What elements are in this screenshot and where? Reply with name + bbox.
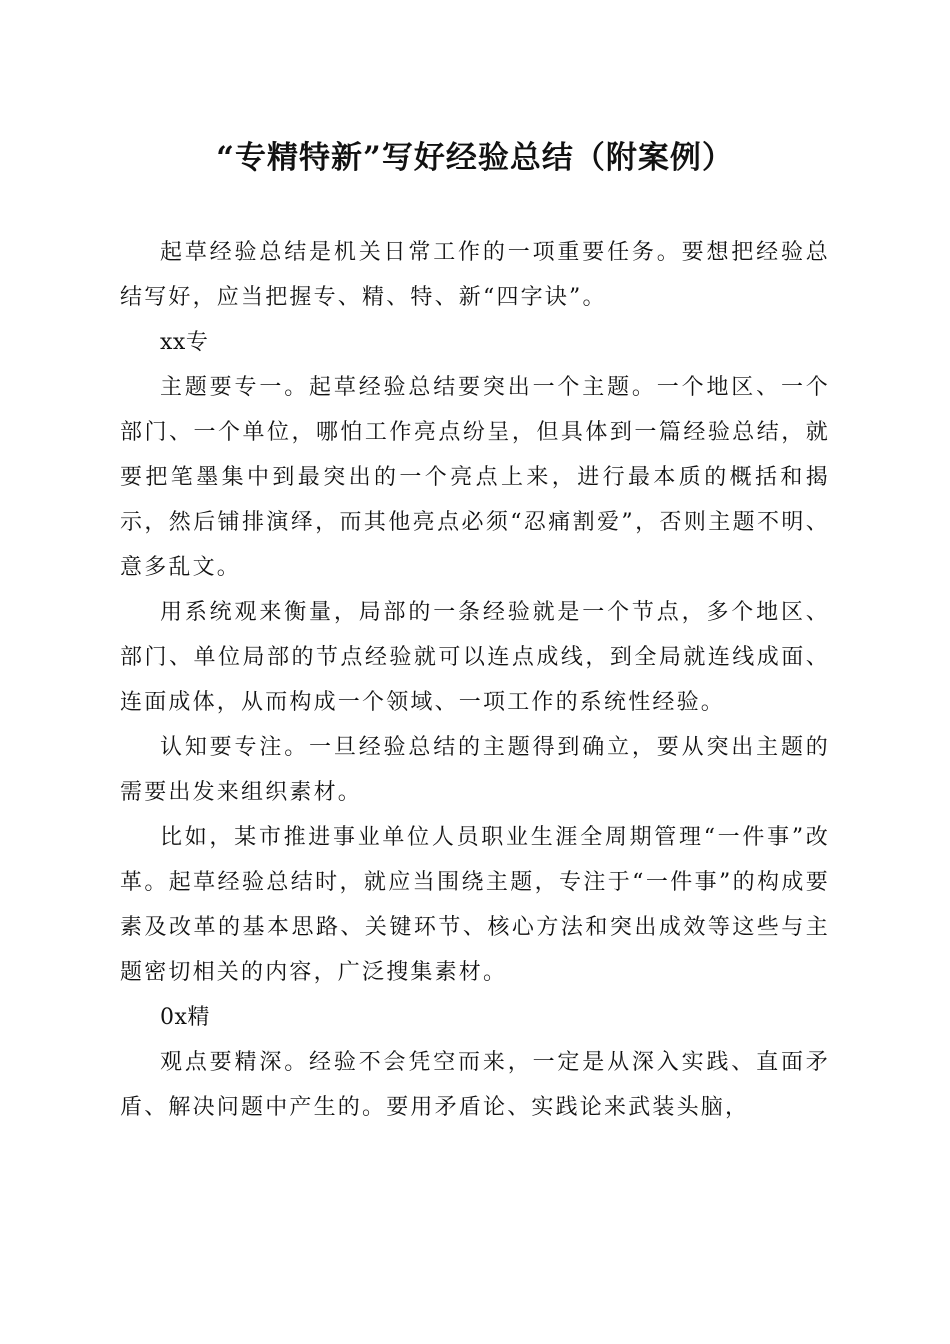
paragraph-example: 比如，某市推进事业单位人员职业生涯全周期管理“一件事”改革。起草经验总结时，就应当围绕主题，专注于“一件事”的构成要素及改革的基本思路、关键环节、核心方法和突出成效等这些与主题密切相关的内容，广泛搜集素材。 [120,825,830,985]
document-title: “专精特新”写好经验总结（附案例） [216,140,734,176]
paragraph-theme-focus: 主题要专一。起草经验总结要突出一个主题。一个地区、一个部门、一个单位，哪怕工作亮点纷呈，但具体到一篇经验总结，就要把笔墨集中到最突出的一个亮点上来，进行最本质的概括和揭示，然后铺排演绎，而其他亮点必须“忍痛割爱”，否则主题不明、意多乱文。 [120,375,830,580]
paragraph-viewpoint-depth: 观点要精深。经验不会凭空而来，一定是从深入实践、直面矛盾、解决问题中产生的。要用矛盾论、实践论来武装头脑， [120,1050,830,1120]
document-body [120,230,830,1130]
paragraph-intro: 起草经验总结是机关日常工作的一项重要任务。要想把经验总结写好，应当把握专、精、特、新“四字诀”。 [120,240,830,310]
paragraph-system-view: 用系统观来衡量，局部的一条经验就是一个节点，多个地区、部门、单位局部的节点经验就可以连点成线，到全局就连线成面、连面成体，从而构成一个领域、一项工作的系统性经验。 [120,600,830,715]
section-heading-jing: 0x精 [160,1005,210,1030]
paragraph-cognition-focus: 认知要专注。一旦经验总结的主题得到确立，要从突出主题的需要出发来组织素材。 [120,735,830,805]
section-heading-zhuan: xx专 [160,330,209,355]
